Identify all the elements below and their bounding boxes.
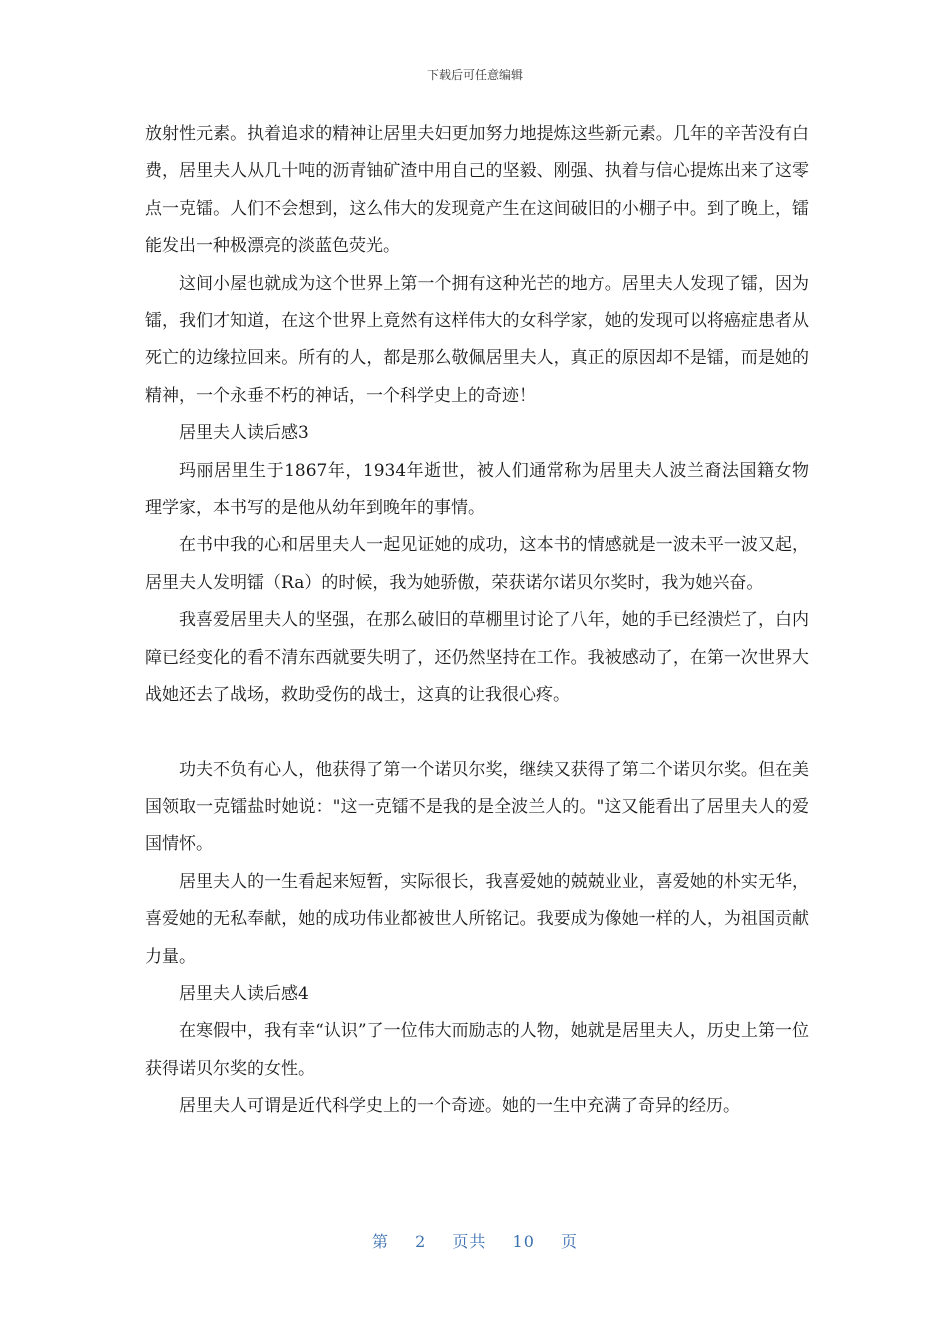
- total-pages-number: 10: [512, 1232, 535, 1251]
- paragraph: 在书中我的心和居里夫人一起见证她的成功，这本书的情感就是一波未平一波又起，居里夫人发明镭（Ra）的时候，我为她骄傲，荣获诺尔诺贝尔奖时，我为她兴奋。: [145, 535, 809, 593]
- page-footer: [0, 1229, 950, 1252]
- paragraph: 玛丽居里生于1867年，1934年逝世，被人们通常称为居里夫人波兰裔法国籍女物理学家，本书写的是他从幼年到晚年的事情。: [145, 460, 809, 519]
- paragraph: 居里夫人的一生看起来短暂，实际很长，我喜爱她的兢兢业业，喜爱她的朴实无华，喜爱她的无私奉献，她的成功伟业都被世人所铭记。我要成为像她一样的人，为祖国贡献力量。: [145, 871, 809, 967]
- paragraph: 在寒假中，我有幸“认识”了一位伟大而励志的人物，她就是居里夫人，历史上第一位获得诺贝尔奖的女性。: [145, 1021, 809, 1079]
- page-header: 下载后可任意编辑: [426, 68, 523, 82]
- paragraph: 我喜爱居里夫人的坚强，在那么破旧的草棚里讨论了八年，她的手已经溃烂了，白内障已经变化的看不清东西就要失明了，还仍然坚持在工作。我被感动了，在第一次世界大战她还去了战场，救助受伤的战士，这真的让我很心疼。: [145, 610, 809, 706]
- document-body: [145, 116, 809, 1126]
- current-page-number: 2: [415, 1232, 427, 1251]
- total-label: 页共: [452, 1232, 487, 1251]
- paragraph: 放射性元素。执着追求的精神让居里夫妇更加努力地提炼这些新元素。几年的辛苦没有白费，居里夫人从几十吨的沥青铀矿渣中用自己的坚毅、刚强、执着与信心提炼出来了这零点一克镭。人们不会想到，这么伟大的发现竟产生在这间破旧的小棚子中。到了晚上，镭能发出一种极漂亮的淡蓝色荧光。: [145, 124, 809, 257]
- page-label: 第: [372, 1232, 390, 1251]
- section-heading: 居里夫人读后感3: [179, 423, 309, 444]
- section-heading: 居里夫人读后感4: [179, 983, 309, 1004]
- paragraph: 居里夫人可谓是近代科学史上的一个奇迹。她的一生中充满了奇异的经历。: [179, 1096, 740, 1117]
- page-suffix: 页: [560, 1232, 578, 1251]
- paragraph: 这间小屋也就成为这个世界上第一个拥有这种光芒的地方。居里夫人发现了镭，因为镭，我们才知道，在这个世界上竟然有这样伟大的女科学家，她的发现可以将癌症患者从死亡的边缘拉回来。所有的人，都是那么敬佩居里夫人，真正的原因却不是镭，而是她的精神，一个永垂不朽的神话，一个科学史上的奇迹！: [145, 273, 809, 406]
- paragraph: 功夫不负有心人，他获得了第一个诺贝尔奖，继续又获得了第二个诺贝尔奖。但在美国领取一克镭盐时她说："这一克镭不是我的是全波兰人的。"这又能看出了居里夫人的爱国情怀。: [145, 759, 809, 855]
